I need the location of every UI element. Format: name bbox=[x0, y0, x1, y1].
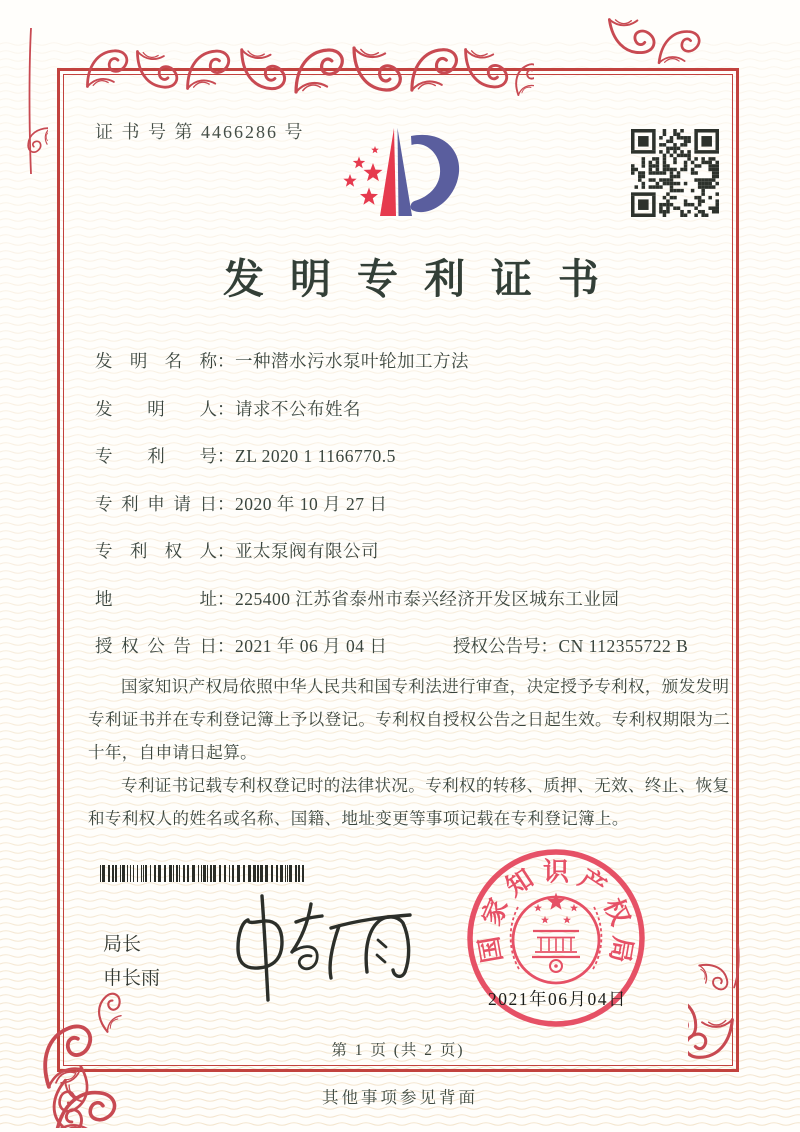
field-row-invention-name: 发明名称：一种潜水污水泵叶轮加工方法 bbox=[95, 348, 743, 396]
field-row-filing-date: 专利申请日：2020 年 10 月 27 日 bbox=[95, 491, 743, 539]
svg-text:局: 局 bbox=[604, 934, 638, 965]
field-row-grant-date: 授权公告日：2021 年 06 月 04 日 授权公告号：CN 112355722 B bbox=[95, 633, 743, 681]
field-label: 专利号 bbox=[95, 446, 217, 466]
field-value: CN 112355722 B bbox=[558, 636, 689, 656]
field-row-patent-number: 专利号：ZL 2020 1 1166770.5 bbox=[95, 443, 743, 491]
director-block bbox=[103, 928, 160, 996]
field-grant-number: 授权公告号：CN 112355722 B bbox=[453, 636, 689, 656]
svg-text:国: 国 bbox=[474, 934, 508, 965]
svg-text:识: 识 bbox=[542, 857, 570, 887]
field-label: 地址 bbox=[95, 588, 217, 609]
certificate-title: 发明专利证书 bbox=[223, 256, 625, 302]
director-title: 局长 bbox=[103, 934, 142, 955]
svg-text:产: 产 bbox=[573, 863, 612, 903]
legal-paragraph-1: 国家知识产权局依照中华人民共和国专利法进行审查，决定授予专利权，颁发发明专利证书并在专利登记簿上予以登记。专利权自授权公告之日起生效。专利权期限为二十年，自申请日起算。 bbox=[88, 677, 731, 762]
field-label: 授权公告号 bbox=[453, 636, 541, 656]
field-label: 授权公告日 bbox=[95, 636, 217, 656]
left-edge-tendril-flourish bbox=[22, 26, 48, 176]
svg-text:知: 知 bbox=[500, 863, 539, 903]
field-value: 225400 江苏省泰州市泰兴经济开发区城东工业园 bbox=[235, 588, 620, 609]
field-value: 2021 年 06 月 04 日 bbox=[235, 636, 388, 656]
certificate-number: 证 书 号 第 4466286 号 bbox=[95, 122, 305, 142]
seal-date: 2021年06月04日 bbox=[488, 989, 627, 1009]
field-value: 2020 年 10 月 27 日 bbox=[235, 493, 388, 514]
field-list bbox=[95, 348, 743, 681]
field-label: 专利权人 bbox=[95, 541, 217, 561]
legal-paragraph-2: 专利证书记载专利权登记时的法律状况。专利权的转移、质押、无效、终止、恢复和专利权人的姓名或名称、国籍、地址变更等事项记载在专利登记簿上。 bbox=[88, 776, 730, 828]
corner-flourish-top-right bbox=[608, 14, 718, 72]
field-value: 一种潜水污水泵叶轮加工方法 bbox=[235, 351, 469, 371]
legal-text bbox=[88, 670, 742, 835]
field-label: 发明名称 bbox=[95, 351, 217, 371]
field-label: 专利申请日 bbox=[95, 493, 217, 514]
field-row-patentee: 专利权人：亚太泵阀有限公司 bbox=[95, 538, 743, 586]
field-value: ZL 2020 1 1166770.5 bbox=[235, 446, 396, 466]
field-row-address: 地址：225400 江苏省泰州市泰兴经济开发区城东工业园 bbox=[95, 586, 743, 634]
page-number: 第 1 页 (共 2 页) bbox=[331, 1042, 465, 1059]
back-side-note: 其他事项参见背面 bbox=[322, 1088, 478, 1107]
field-value: 亚太泵阀有限公司 bbox=[235, 541, 379, 561]
director-name: 申长雨 bbox=[103, 968, 161, 989]
svg-text:家: 家 bbox=[476, 894, 514, 930]
field-value: 请求不公布姓名 bbox=[235, 398, 361, 419]
field-row-inventor: 发明人：请求不公布姓名 bbox=[95, 396, 743, 444]
svg-text:权: 权 bbox=[598, 894, 636, 930]
field-label: 发明人 bbox=[95, 398, 217, 419]
